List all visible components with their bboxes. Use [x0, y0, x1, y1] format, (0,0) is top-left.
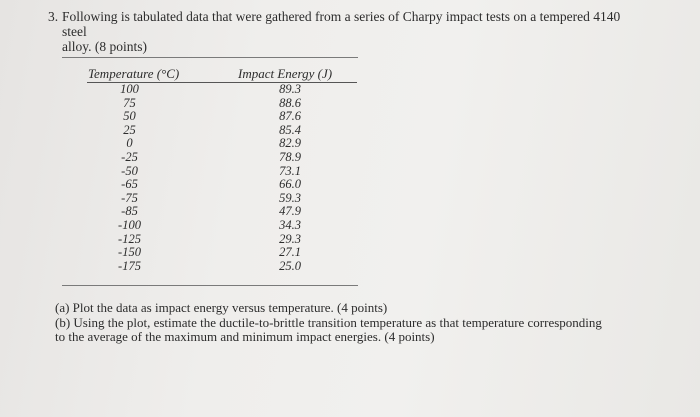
- energy-cell: 25.0: [279, 258, 301, 273]
- question-parts: [55, 301, 655, 345]
- table-row: [62, 178, 358, 192]
- temperature-cell: 75: [123, 95, 136, 110]
- energy-cell: 82.9: [279, 136, 301, 151]
- table-row: [62, 246, 358, 260]
- table-row: [62, 110, 358, 124]
- temperature-cell: -85: [121, 204, 138, 219]
- energy-cell: 34.3: [279, 217, 301, 232]
- energy-cell: 47.9: [279, 204, 301, 219]
- energy-cell: 88.6: [279, 95, 301, 110]
- temperature-cell: -150: [118, 245, 141, 260]
- energy-cell: 29.3: [279, 231, 301, 246]
- question-line-2: alloy. (8 points): [62, 39, 147, 54]
- temperature-cell: -75: [121, 190, 138, 205]
- table-row: [62, 83, 358, 97]
- part-b-line-2: to the average of the maximum and minimum impact energies. (4 points): [55, 329, 435, 344]
- temperature-cell: -175: [118, 258, 141, 273]
- table-bottom-rule: [62, 285, 358, 286]
- table-row: [62, 219, 358, 233]
- energy-column-header: Impact Energy (J): [238, 66, 333, 81]
- energy-cell: 87.6: [279, 109, 301, 124]
- temperature-cell: -65: [121, 177, 138, 192]
- temperature-cell: -50: [121, 163, 138, 178]
- table-row: [62, 260, 358, 274]
- charpy-data-table: [62, 66, 358, 273]
- energy-cell: 59.3: [279, 190, 301, 205]
- temperature-column-header: Temperature (°C): [88, 66, 180, 81]
- table-row: [62, 97, 358, 111]
- temperature-cell: 25: [123, 122, 136, 137]
- energy-cell: 89.3: [279, 82, 301, 96]
- question-text: [62, 9, 642, 54]
- temperature-cell: -25: [121, 149, 138, 164]
- question-number: 3.: [48, 9, 59, 24]
- temperature-cell: -100: [118, 217, 141, 232]
- temperature-cell: 50: [123, 109, 136, 124]
- energy-cell: 85.4: [279, 122, 301, 137]
- temperature-cell: 100: [120, 82, 139, 96]
- energy-cell: 66.0: [279, 177, 301, 192]
- table-row: [62, 151, 358, 165]
- table-row: [62, 124, 358, 138]
- table-row: [62, 137, 358, 151]
- energy-cell: 78.9: [279, 149, 301, 164]
- table-header: [62, 66, 358, 81]
- table-top-rule: [62, 57, 358, 58]
- part-a: (a) Plot the data as impact energy versus temperature. (4 points): [55, 300, 388, 315]
- energy-cell: 73.1: [279, 163, 301, 178]
- table-row: [62, 205, 358, 219]
- question-line-1: Following is tabulated data that were gathered from a series of Charpy impact tests on a tempered 4140 steel: [62, 9, 621, 39]
- part-b-line-1: (b) Using the plot, estimate the ductile-to-brittle transition temperature as that temperature corresponding: [55, 314, 602, 330]
- energy-cell: 27.1: [279, 245, 301, 260]
- temperature-cell: -125: [118, 231, 141, 246]
- table-row: [62, 233, 358, 247]
- table-row: [62, 165, 358, 179]
- table-row: [62, 192, 358, 206]
- table-body: [62, 83, 358, 273]
- temperature-cell: 0: [126, 136, 133, 151]
